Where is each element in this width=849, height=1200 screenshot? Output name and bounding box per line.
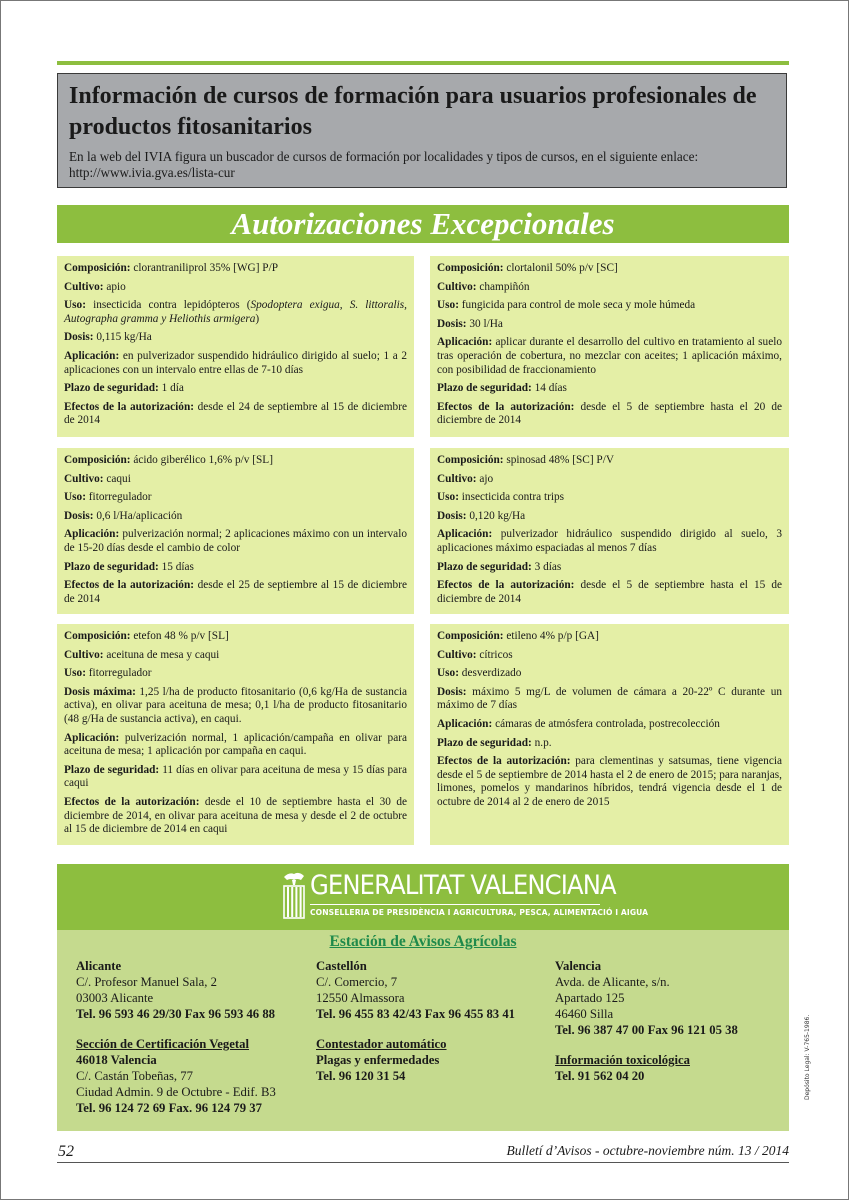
composicion-value: clortalonil 50% p/v [SC] xyxy=(506,262,618,274)
uso-value: desverdizado xyxy=(461,667,522,680)
contact-column-valencia xyxy=(555,958,738,1084)
cultivo-value: champiñón xyxy=(479,280,530,293)
uso-value: fitorregulador xyxy=(88,491,152,504)
uso-label: Uso: xyxy=(64,667,86,680)
cultivo-value: caqui xyxy=(106,472,131,485)
aplicacion-label: Aplicación: xyxy=(437,528,493,541)
certificacion-address: C/. Castán Tobeñas, 77 xyxy=(76,1069,193,1083)
dosis-value: 0,6 l/Ha/aplicación xyxy=(96,509,183,522)
certificacion-city: 46018 Valencia xyxy=(76,1053,157,1067)
efectos-value: desde el 25 de septiembre al 15 de diciembre de 2014 xyxy=(64,579,407,605)
generalitat-crest-icon xyxy=(280,871,308,921)
office-po-box: Apartado 125 xyxy=(555,991,625,1005)
dosis-maxima-label: Dosis máxima: xyxy=(64,685,136,698)
plazo-value: 11 días en olivar para aceituna de mesa y 15 días para caqui xyxy=(64,763,407,790)
efectos-label: Efectos de la autorización: xyxy=(64,795,200,808)
aplicacion-value: en pulverizador suspendido hidráulico dirigido al suelo; 1 a 2 aplicaciones con un intervalo entre ellas de 7-10 días xyxy=(64,349,407,376)
plazo-value: 1 día xyxy=(161,382,184,395)
uso-label: Uso: xyxy=(437,667,459,680)
office-city: 03003 Alicante xyxy=(76,991,154,1005)
efectos-label: Efectos de la autorización: xyxy=(437,579,575,592)
cultivo-label: Cultivo: xyxy=(64,648,104,661)
office-address: Avda. de Alicante, s/n. xyxy=(555,975,670,989)
cultivo-label: Cultivo: xyxy=(437,280,477,293)
office-name: Castellón xyxy=(316,959,367,973)
generalitat-divider xyxy=(310,904,600,905)
office-address: C/. Profesor Manuel Sala, 2 xyxy=(76,975,217,989)
dosis-value: 0,120 kg/Ha xyxy=(469,509,526,522)
composicion-label: Composición: xyxy=(64,262,131,274)
contestador-phone: Tel. 96 120 31 54 xyxy=(316,1069,406,1083)
station-title: Estación de Avisos Agrícolas xyxy=(329,933,517,950)
uso-value: fitorregulador xyxy=(88,667,152,680)
aplicacion-value: aplicar durante el desarrollo del cultivo en tratamiento al suelo tras operación de cobertura, no mezclar con aceites; 1 aplicación máximo, con posibilidad de fraccionamiento xyxy=(437,336,782,376)
efectos-value: para clementinas y satsumas, tiene vigencia desde el 5 de septiembre de 2014 hasta el 2 de enero de 2015; para naranjas, limones, pomelos y mandarinos híbridos, tendrá vigencia desde el 1 de octubre de 2014 al 2 de enero de 2015 xyxy=(437,755,782,808)
contact-column-castellon xyxy=(316,958,515,1084)
aplicacion-label: Aplicación: xyxy=(437,717,493,730)
cultivo-label: Cultivo: xyxy=(437,648,477,661)
generalitat-name: GENERALITAT VALENCIANA xyxy=(310,870,616,901)
composicion-value: clorantraniliprol 35% [WG] P/P xyxy=(133,262,278,274)
office-city: 12550 Almassora xyxy=(316,991,405,1005)
composicion-value: etileno 4% p/p [GA] xyxy=(506,630,599,642)
dosis-label: Dosis: xyxy=(64,331,94,344)
section-banner: Autorizaciones Excepcionales xyxy=(57,205,789,243)
composicion-label: Composición: xyxy=(64,454,131,466)
footer-title: Bulletí d’Avisos - octubre-noviembre núm. 13 / 2014 xyxy=(506,1143,789,1158)
toxicologica-phone: Tel. 91 562 04 20 xyxy=(555,1069,645,1083)
office-name: Valencia xyxy=(555,959,602,973)
uso-species: Spodoptera exigua, S. littoralis, Autographa gramma y Heliothis armigera xyxy=(64,299,408,325)
info-title: Información de cursos de formación para usuarios profesionales de productos fitosanitarios xyxy=(69,83,757,140)
plazo-label: Plazo de seguridad: xyxy=(437,736,532,749)
plazo-value: 14 días xyxy=(534,382,567,395)
aplicacion-label: Aplicación: xyxy=(437,336,493,349)
aplicacion-value: pulverizador hidráulico suspendido dirigido al suelo, 3 aplicaciones máximo espaciadas al menos 7 días xyxy=(437,528,782,554)
certificacion-phone: Tel. 96 124 72 69 Fax. 96 124 79 37 xyxy=(76,1101,262,1115)
top-rule xyxy=(57,61,789,65)
uso-label: Uso: xyxy=(64,491,86,504)
info-text xyxy=(69,149,774,181)
office-name: Alicante xyxy=(76,959,122,973)
dosis-label: Dosis: xyxy=(437,317,467,330)
efectos-label: Efectos de la autorización: xyxy=(64,579,194,592)
certificacion-title: Sección de Certificación Vegetal xyxy=(76,1037,250,1051)
composicion-label: Composición: xyxy=(64,630,131,642)
dosis-label: Dosis: xyxy=(437,685,467,698)
uso-value: insecticida contra trips xyxy=(461,491,565,504)
authorization-card xyxy=(430,448,789,614)
cultivo-value: aceituna de mesa y caqui xyxy=(106,648,220,661)
office-city: 46460 Silla xyxy=(555,1007,614,1021)
footer-rule xyxy=(57,1162,789,1163)
dosis-label: Dosis: xyxy=(437,509,467,522)
contact-column-alicante xyxy=(76,958,276,1116)
office-phone: Tel. 96 387 47 00 Fax 96 121 05 38 xyxy=(555,1023,738,1037)
page-number: 52 xyxy=(58,1143,74,1160)
dosis-value: máximo 5 mg/L de volumen de cámara a 20-22º C durante un máximo de 7 días xyxy=(437,685,783,712)
efectos-label: Efectos de la autorización: xyxy=(437,755,571,768)
uso-label: Uso: xyxy=(64,299,86,312)
office-phone: Tel. 96 455 83 42/43 Fax 96 455 83 41 xyxy=(316,1007,516,1021)
toxicologica-title: Información toxicológica xyxy=(555,1053,690,1067)
contact-box xyxy=(57,930,789,1131)
info-box xyxy=(57,73,787,188)
aplicacion-label: Aplicación: xyxy=(64,731,120,744)
office-phone: Tel. 96 593 46 29/30 Fax 96 593 46 88 xyxy=(76,1007,276,1021)
plazo-label: Plazo de seguridad: xyxy=(437,382,532,395)
aplicacion-value: pulverización normal, 1 aplicación/campaña en olivar para aceituna de mesa; 1 aplicación por campaña en caqui. xyxy=(64,731,407,758)
certificacion-building: Ciudad Admin. 9 de Octubre - Edif. B3 xyxy=(76,1085,276,1099)
authorization-card xyxy=(57,256,414,437)
dosis-value: 0,115 kg/Ha xyxy=(96,331,152,344)
uso-suffix: ) xyxy=(255,312,260,325)
efectos-label: Efectos de la autorización: xyxy=(437,400,575,413)
aplicacion-label: Aplicación: xyxy=(64,349,120,362)
authorization-card xyxy=(430,624,789,845)
dosis-value: 1,25 l/ha de producto fitosanitario (0,6 kg/Ha de sustancia activa), en olivar para aceituna de mesa; 0,1 l/ha de producto fitosanitario (48 g/Ha de sustancia activa), en caqui. xyxy=(64,685,408,725)
plazo-label: Plazo de seguridad: xyxy=(64,382,159,395)
generalitat-header xyxy=(57,864,789,930)
dosis-value: 30 l/Ha xyxy=(469,317,503,330)
info-description: En la web del IVIA figura un buscador de cursos de formación por localidades y tipos de cursos, en el siguiente enlace: xyxy=(69,149,699,164)
aplicacion-value: pulverización normal; 2 aplicaciones máximo con un intervalo de 15-20 días desde el cambio de color xyxy=(64,528,407,554)
contestador-subtitle: Plagas y enfermedades xyxy=(316,1053,440,1067)
uso-value: insecticida contra lepidópteros ( xyxy=(93,299,251,312)
info-link[interactable]: http://www.ivia.gva.es/lista-cur xyxy=(69,165,235,180)
uso-value: fungicida para control de mole seca y mole húmeda xyxy=(461,299,696,312)
cultivo-label: Cultivo: xyxy=(437,472,477,485)
generalitat-subtitle: CONSELLERIA DE PRESIDÈNCIA I AGRICULTURA, PESCA, ALIMENTACIÓ I AIGUA xyxy=(310,908,649,917)
cultivo-value: apio xyxy=(106,280,126,293)
authorization-card xyxy=(57,624,414,845)
uso-label: Uso: xyxy=(437,491,459,504)
aplicacion-label: Aplicación: xyxy=(64,528,120,541)
plazo-value: 15 días xyxy=(161,560,194,573)
composicion-value: etefon 48 % p/v [SL] xyxy=(133,630,229,642)
plazo-label: Plazo de seguridad: xyxy=(64,560,159,573)
cultivo-value: cítricos xyxy=(479,648,513,661)
composicion-value: ácido giberélico 1,6% p/v [SL] xyxy=(133,454,273,466)
cultivo-value: ajo xyxy=(479,472,494,485)
cultivo-label: Cultivo: xyxy=(64,472,104,485)
plazo-value: n.p. xyxy=(534,736,552,749)
uso-label: Uso: xyxy=(437,299,459,312)
composicion-label: Composición: xyxy=(437,262,504,274)
composicion-label: Composición: xyxy=(437,454,504,466)
efectos-value: desde el 10 de septiembre hasta el 30 de diciembre de 2014, en olivar para aceituna de mesa y desde el 2 de octubre al 15 de diciembre de 2014 en caqui xyxy=(64,795,407,836)
efectos-value: desde el 24 de septiembre al 15 de diciembre de 2014 xyxy=(64,400,407,427)
legal-deposit: Depósito Legal: V-765-1986. xyxy=(804,1014,811,1100)
composicion-value: spinosad 48% [SC] P/V xyxy=(506,454,614,466)
composicion-label: Composición: xyxy=(437,630,504,642)
authorization-card xyxy=(430,256,789,437)
efectos-value: desde el 5 de septiembre hasta el 15 de diciembre de 2014 xyxy=(437,579,782,605)
efectos-value: desde el 5 de septiembre hasta el 20 de diciembre de 2014 xyxy=(437,400,782,427)
efectos-label: Efectos de la autorización: xyxy=(64,400,194,413)
aplicacion-value: cámaras de atmósfera controlada, postrecolección xyxy=(495,717,720,730)
dosis-label: Dosis: xyxy=(64,509,94,522)
plazo-label: Plazo de seguridad: xyxy=(437,560,532,573)
cultivo-label: Cultivo: xyxy=(64,280,104,293)
office-address: C/. Comercio, 7 xyxy=(316,975,398,989)
contestador-title: Contestador automático xyxy=(316,1037,447,1051)
plazo-value: 3 días xyxy=(534,560,562,573)
authorization-card xyxy=(57,448,414,614)
plazo-label: Plazo de seguridad: xyxy=(64,763,160,776)
